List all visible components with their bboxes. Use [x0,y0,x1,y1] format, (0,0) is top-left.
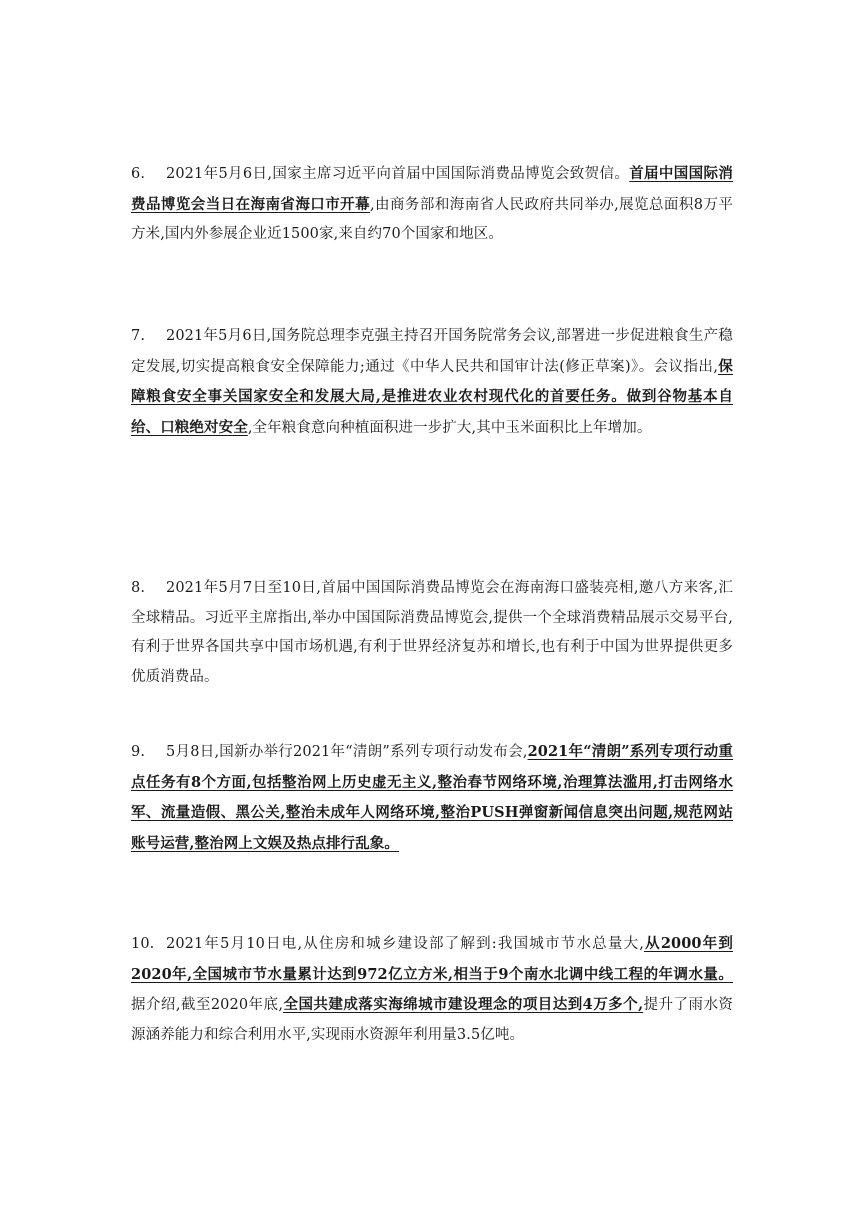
news-item-7 [131,322,733,443]
item-text: ,全年粮食意向种植面积进一步扩大,其中玉米面积比上年增加。 [247,419,652,436]
item-text: 5月8日,国新办举行2021年“清朗”系列专项行动发布会, [166,744,528,760]
news-item-6 [131,159,733,250]
highlighted-text: 首届中国国际消费品博览会当日在海南省海口市开幕 [131,165,733,213]
highlighted-text: 2021年“清朗”系列专项行动重点任务有8个方面,包括整治网上历史虚无主义,整治春节网络环境,治理算法滥用,打击网络水军、流量造假、黑公关,整治未成年人网络环境,整治PUSH弹窗新闻信息突出问题,规范网站账号运营,整治网上文娱及热点排行乱象。 [131,743,734,852]
item-text: 据介绍,截至2020年底, [131,997,284,1013]
highlighted-text: 从2000年到2020年,全国城市节水量累计达到972亿立方米,相当于9个南水北调中线工程的年调水量。 [131,935,733,983]
item-text: 提升了雨水资源涵养能力和综合利用水平,实现雨水资源年利用量3.5亿吨。 [131,997,733,1043]
item-number: 9. [131,744,146,760]
news-item-8 [131,574,733,692]
item-number: 8. [131,580,146,596]
news-item-10 [131,929,733,1050]
news-item-9 [131,737,733,859]
highlighted-text: 保障粮食安全事关国家安全和发展大局,是推进农业农村现代化的首要任务。做到谷物基本自给、口粮绝对安全 [131,357,733,436]
item-text: 2021年5月6日,国家主席习近平向首届中国国际消费品博览会致贺信。 [166,166,630,182]
item-text: 2021年5月10日电,从住房和城乡建设部了解到:我国城市节水总量大, [166,936,644,952]
highlighted-text: 全国共建成落实海绵城市建设理念的项目达到4万多个, [283,996,644,1013]
item-number: 7. [131,328,146,344]
item-text: ,由商务部和海南省人民政府共同举办,展览总面积8万平方米,国内外参展企业近1500家,来自约70个国家和地区。 [131,196,733,242]
item-number: 10. [131,936,155,952]
item-text: 2021年5月6日,国务院总理李克强主持召开国务院常务会议,部署进一步促进粮食生产稳定发展,切实提高粮食安全保障能力;通过《中华人民共和国审计法(修正草案)》。会议指出, [131,328,733,375]
item-text: 2021年5月7日至10日,首届中国国际消费品博览会在海南海口盛装亮相,邀八方来客,汇全球精品。习近平主席指出,举办中国国际消费品博览会,提供一个全球消费精品展示交易平台,有利于世界各国共享中国市场机遇,有利于世界经济复苏和增长,也有利于中国为世界提供更多优质消费品。 [131,580,733,685]
item-number: 6. [131,166,146,182]
